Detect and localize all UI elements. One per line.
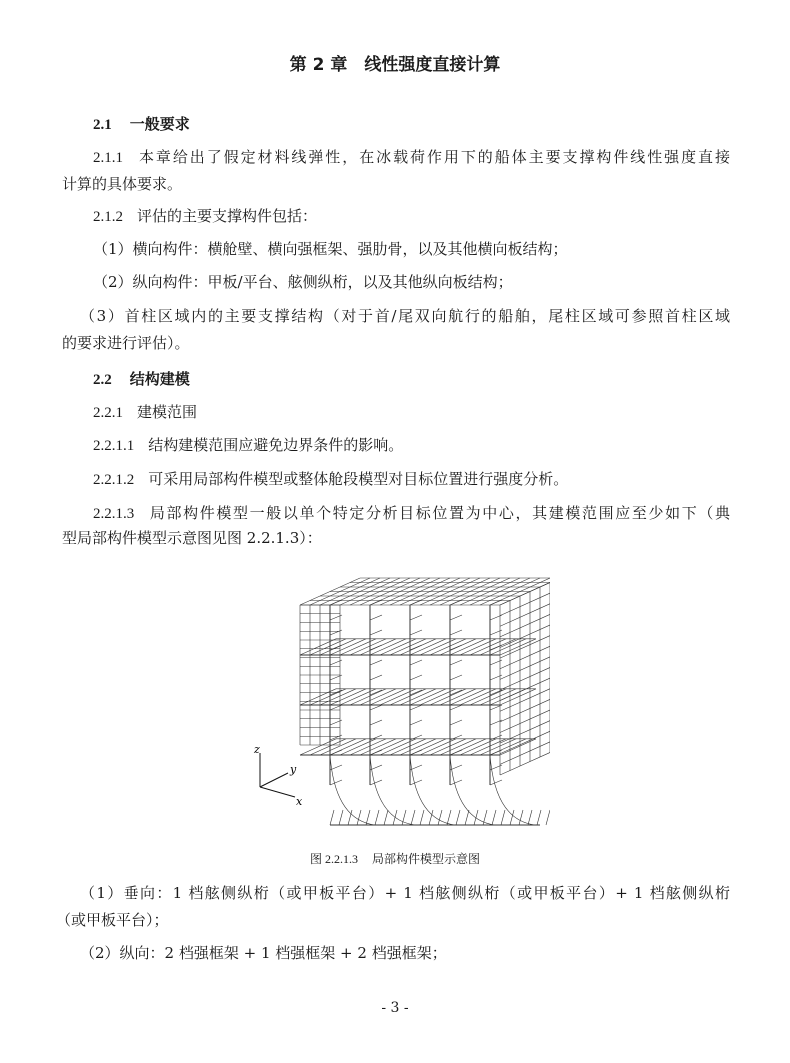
- paragraph-2-1-1: 2.1.1 本章给出了假定材料线弹性，在冰载荷作用下的船体主要支撑构件线性强度直接: [93, 148, 730, 166]
- fe-mesh-model-figure: [240, 565, 550, 840]
- paragraph-2-1-2: 2.1.2 评估的主要支撑构件包括：: [93, 207, 318, 225]
- paragraph-2-2-1: 2.2.1 建模范围: [93, 403, 198, 421]
- paragraph-2-2-1-1: 2.2.1.1 结构建模范围应避免边界条件的影响。: [93, 436, 404, 454]
- list-item-longitudinal: （2）纵向构件：甲板/平台、舷侧纵桁，以及其他纵向板结构；: [93, 273, 513, 291]
- requirement-vertical-cont: （或甲板平台）；: [56, 911, 169, 929]
- page-number: - 3 -: [381, 1000, 409, 1016]
- requirement-vertical: （1）垂向：1 档舷侧纵桁（或甲板平台）+ 1 档舷侧纵桁（或甲板平台）+ 1 档舷侧纵桁: [80, 884, 730, 902]
- chapter-title: 第 2 章 线性强度直接计算: [289, 55, 501, 75]
- paragraph-2-2-1-3-cont: 型局部构件模型示意图见图 2.2.1.3）：: [62, 529, 322, 547]
- section-heading-2-1: 2.1 一般要求: [93, 115, 190, 133]
- list-item-transverse: （1）横向构件：横舱壁、横向强框架、强肋骨，以及其他横向板结构；: [93, 240, 568, 258]
- paragraph-2-2-1-2: 2.2.1.2 可采用局部构件模型或整体舱段模型对目标位置进行强度分析。: [93, 470, 569, 488]
- axis-y-label: y: [290, 763, 297, 776]
- axis-x-label: x: [296, 795, 303, 808]
- axis-z-label: z: [254, 743, 260, 756]
- paragraph-2-1-1-cont: 计算的具体要求。: [62, 175, 183, 193]
- figure-caption: 图 2.2.1.3 局部构件模型示意图: [309, 852, 481, 866]
- section-heading-2-2: 2.2 结构建模: [93, 370, 190, 388]
- list-item-stem-cont: 的要求进行评估）。: [62, 334, 190, 352]
- list-item-stem: （3）首柱区域内的主要支撑结构（对于首/尾双向航行的船舶，尾柱区域可参照首柱区域: [80, 307, 730, 325]
- requirement-longitudinal: （2）纵向：2 档强框架 + 1 档强框架 + 2 档强框架；: [80, 944, 447, 962]
- paragraph-2-2-1-3: 2.2.1.3 局部构件模型一般以单个特定分析目标位置为中心，其建模范围应至少如下（典: [93, 504, 730, 522]
